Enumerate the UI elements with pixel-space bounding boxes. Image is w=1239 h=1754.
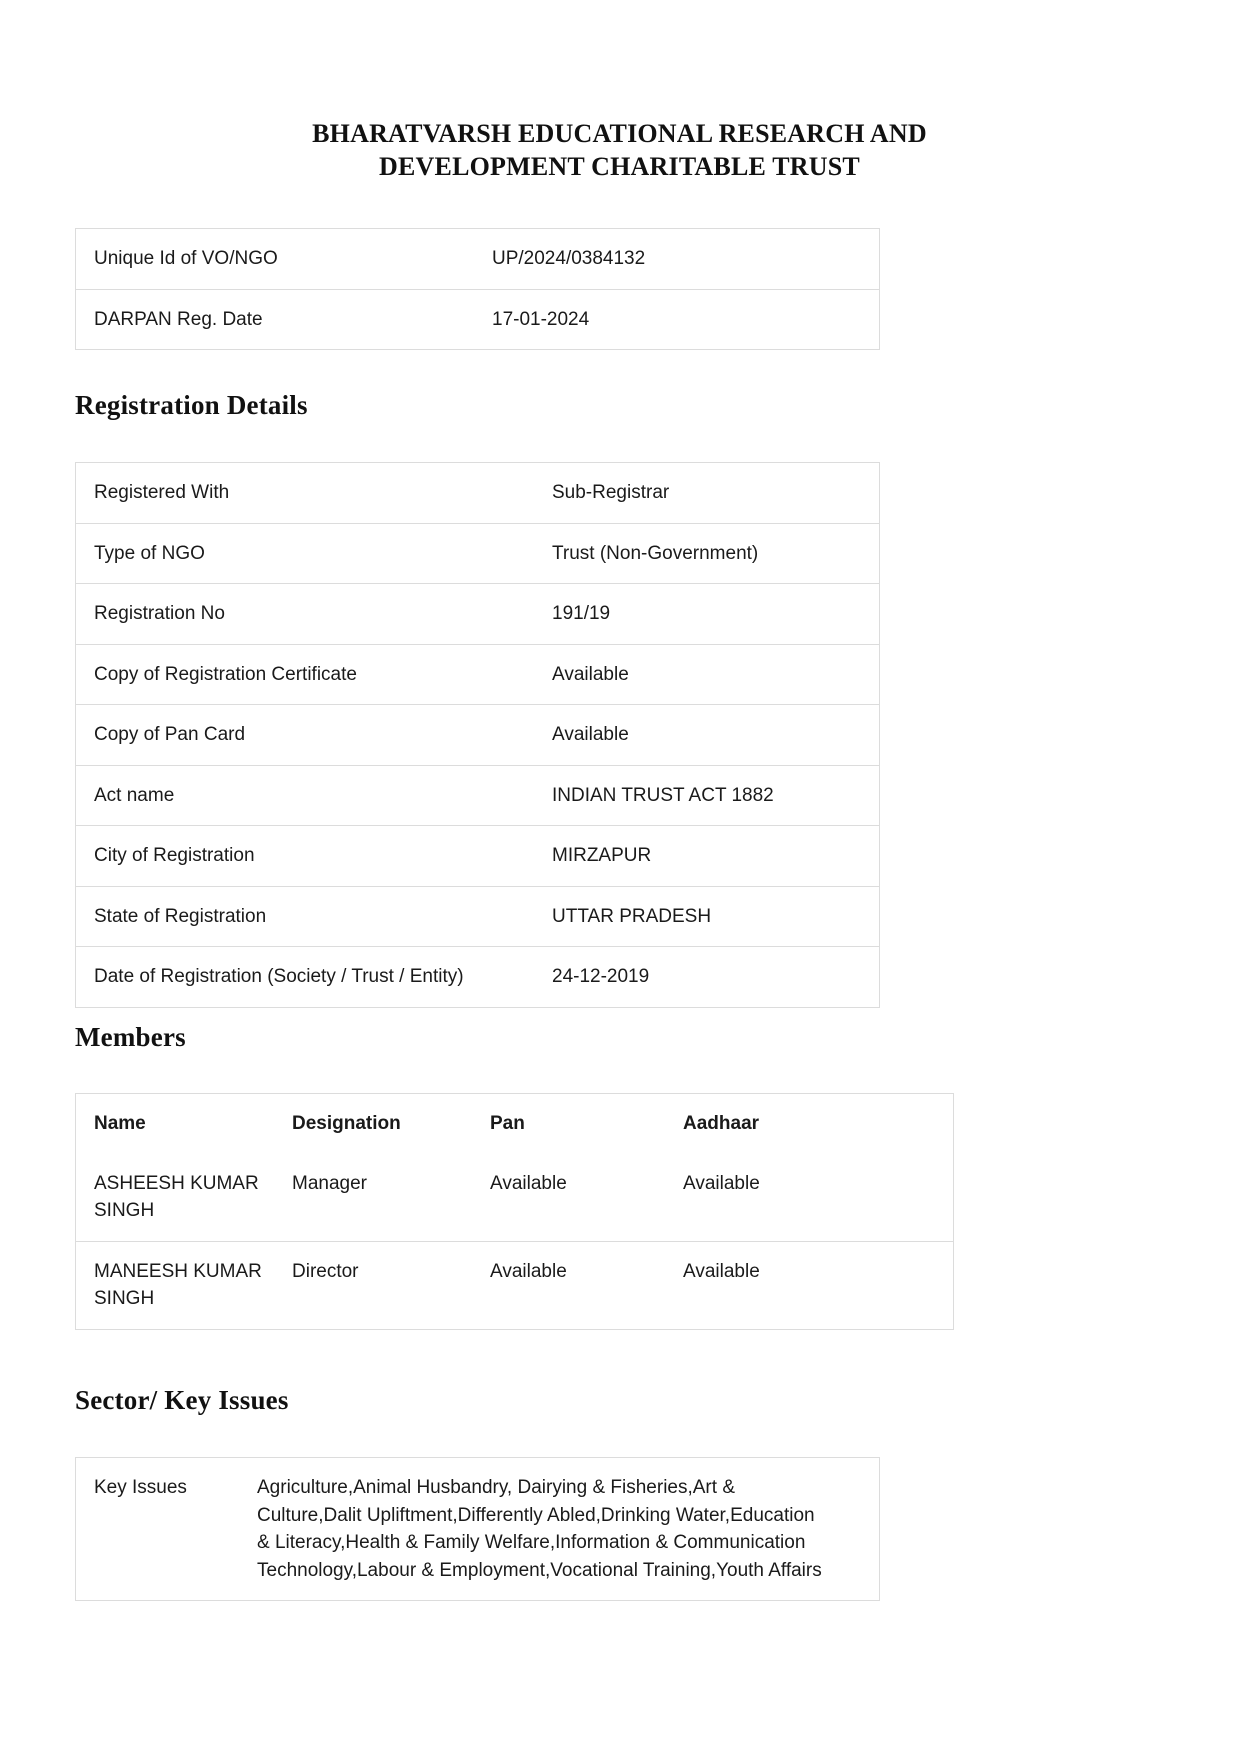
- table-row: [76, 289, 880, 350]
- registration-value-city-of-registration: MIRZAPUR: [534, 826, 880, 887]
- registration-label-copy-of-registration-certificate: Copy of Registration Certificate: [76, 644, 535, 705]
- table-row: [76, 947, 880, 1008]
- registration-label-city-of-registration: City of Registration: [76, 826, 535, 887]
- registration-label-type-of-ngo: Type of NGO: [76, 523, 535, 584]
- member-name: ASHEESH KUMAR SINGH: [76, 1154, 275, 1242]
- registration-heading-wrap: [75, 390, 308, 421]
- registration-value-state-of-registration: UTTAR PRADESH: [534, 886, 880, 947]
- section-heading-registration-details: Registration Details: [75, 390, 308, 420]
- section-heading-sector-key-issues: Sector/ Key Issues: [75, 1385, 289, 1415]
- table-row: [76, 229, 880, 290]
- members-column-header-name: Name: [94, 1113, 146, 1134]
- summary-table: [75, 228, 880, 350]
- table-row: [76, 644, 880, 705]
- summary-value-darpan-reg-date: 17-01-2024: [474, 289, 880, 350]
- registration-value-act-name: INDIAN TRUST ACT 1882: [534, 765, 880, 826]
- key-issues-label: Key Issues: [94, 1477, 187, 1498]
- page-title-line-2: DEVELOPMENT CHARITABLE TRUST: [379, 151, 860, 181]
- key-issues-value: Agriculture,Animal Husbandry, Dairying & Fisheries,Art & Culture,Dalit Upliftment,Differently Abled,Drinking Water,Education & Literacy,Health & Family Welfare,Information & Communication Technology,Labour & Employment,Vocational Training,Youth Affairs: [257, 1477, 822, 1581]
- members-heading-wrap: [75, 1022, 186, 1053]
- table-row: [76, 523, 880, 584]
- registration-label-date-of-registration: Date of Registration (Society / Trust / Entity): [76, 947, 535, 1008]
- member-aadhaar: Available: [665, 1154, 954, 1242]
- table-row: [76, 826, 880, 887]
- member-pan: Available: [472, 1241, 665, 1329]
- table-row: [76, 1154, 954, 1242]
- summary-label-darpan-reg-date: DARPAN Reg. Date: [76, 289, 475, 350]
- table-row: [76, 463, 880, 524]
- registration-details-table: [75, 462, 880, 1008]
- summary-section: [75, 228, 880, 350]
- members-column-header-aadhaar: Aadhaar: [683, 1113, 760, 1134]
- members-column-header-designation: Designation: [292, 1113, 401, 1134]
- member-name: MANEESH KUMAR SINGH: [76, 1241, 275, 1329]
- table-header-row: [76, 1094, 954, 1154]
- members-column-header-pan: Pan: [490, 1113, 525, 1134]
- page-title: [0, 0, 1239, 183]
- registration-value-registration-no: 191/19: [534, 584, 880, 645]
- registration-label-copy-of-pan-card: Copy of Pan Card: [76, 705, 535, 766]
- table-row: [76, 584, 880, 645]
- registration-label-act-name: Act name: [76, 765, 535, 826]
- key-issues-table: [75, 1457, 880, 1601]
- table-row: [76, 1241, 954, 1329]
- member-aadhaar: Available: [665, 1241, 954, 1329]
- sector-section: [75, 1457, 880, 1601]
- registration-value-copy-of-pan-card: Available: [534, 705, 880, 766]
- registration-section: [75, 462, 880, 1008]
- registration-value-copy-of-registration-certificate: Available: [534, 644, 880, 705]
- registration-value-date-of-registration: 24-12-2019: [534, 947, 880, 1008]
- table-row: [76, 765, 880, 826]
- members-table: [75, 1093, 954, 1330]
- section-heading-members: Members: [75, 1022, 186, 1052]
- registration-value-type-of-ngo: Trust (Non-Government): [534, 523, 880, 584]
- member-designation: Director: [274, 1241, 472, 1329]
- registration-value-registered-with: Sub-Registrar: [534, 463, 880, 524]
- summary-label-unique-id: Unique Id of VO/NGO: [76, 229, 475, 290]
- registration-label-registered-with: Registered With: [76, 463, 535, 524]
- page-title-line-1: BHARATVARSH EDUCATIONAL RESEARCH AND: [312, 119, 927, 148]
- member-designation: Manager: [274, 1154, 472, 1242]
- table-row: [76, 886, 880, 947]
- member-pan: Available: [472, 1154, 665, 1242]
- registration-label-registration-no: Registration No: [76, 584, 535, 645]
- sector-heading-wrap: [75, 1385, 289, 1416]
- summary-value-unique-id: UP/2024/0384132: [474, 229, 880, 290]
- table-row: [76, 705, 880, 766]
- members-section: [75, 1093, 954, 1330]
- registration-label-state-of-registration: State of Registration: [76, 886, 535, 947]
- table-row: [76, 1458, 880, 1601]
